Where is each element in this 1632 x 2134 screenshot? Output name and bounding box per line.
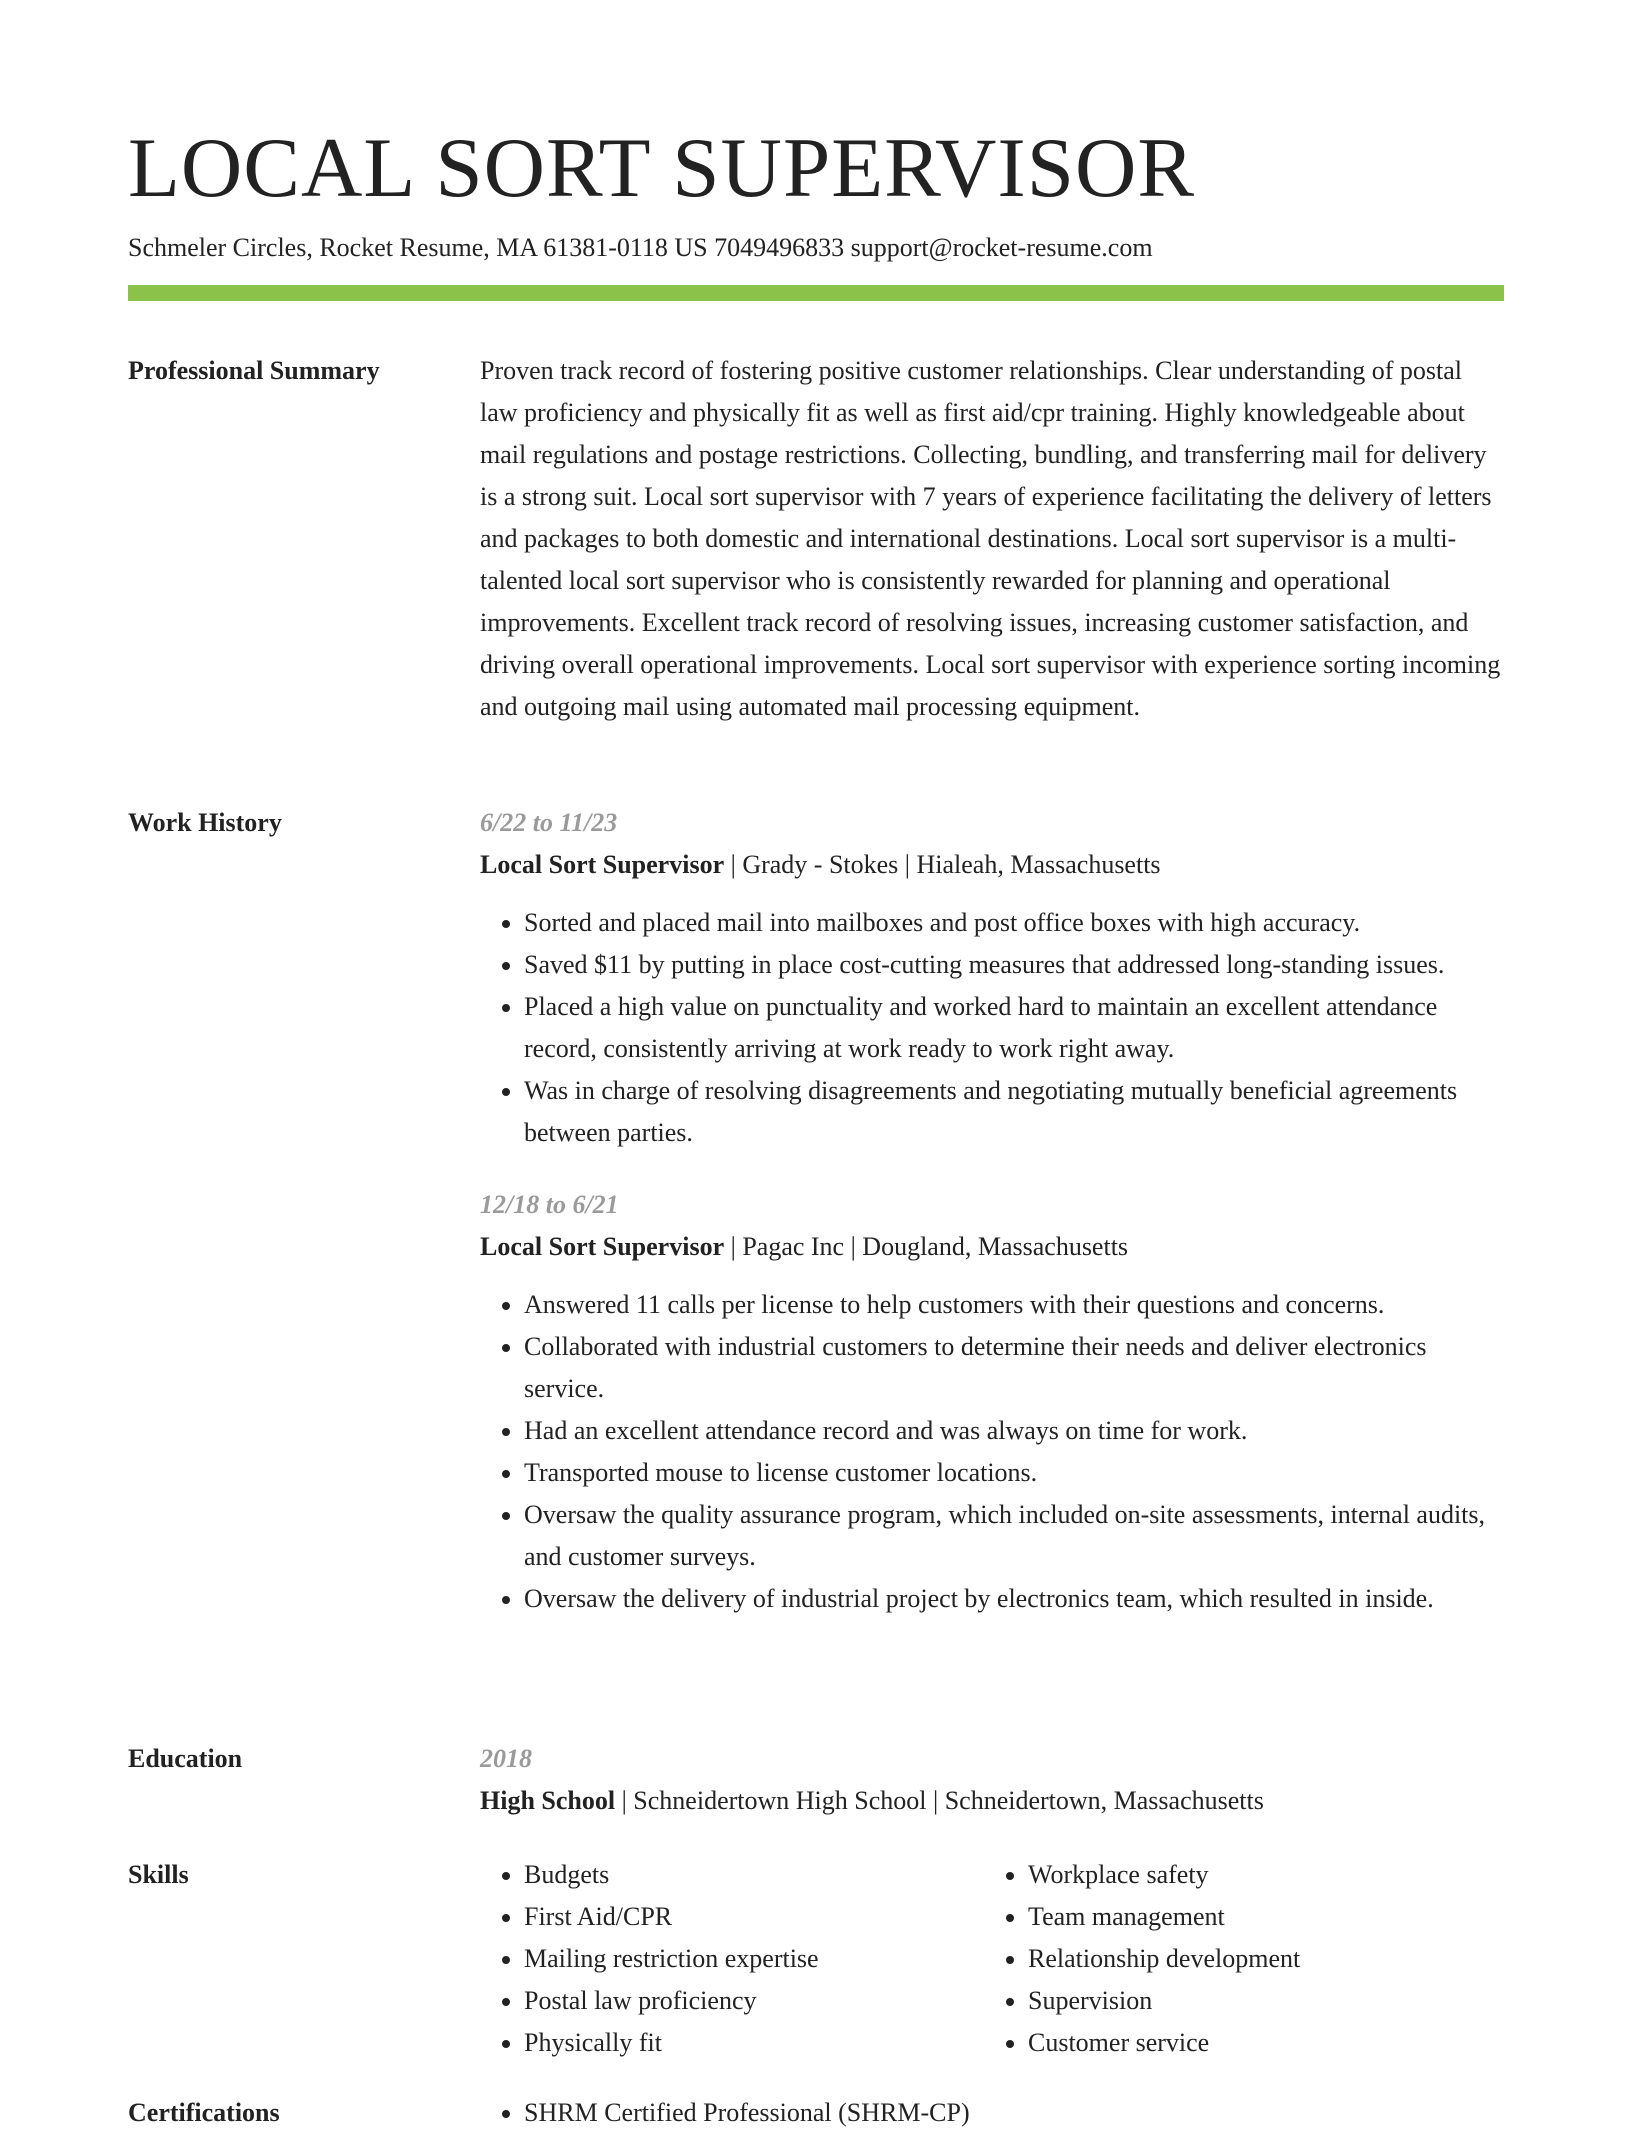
job-title: Local Sort Supervisor [480, 850, 725, 879]
job-bullet: • Saved $11 by putting in place cost-cutting measures that addressed long-standing issues. [524, 944, 1504, 986]
skill-item: • Budgets [524, 1854, 980, 1896]
skills-column-right [984, 1854, 1484, 2064]
summary-body [480, 350, 1504, 728]
job-bullet: • Was in charge of resolving disagreements and negotiating mutually beneficial agreements between parties. [524, 1070, 1504, 1154]
certifications-body [480, 2092, 1504, 2134]
summary-label: Professional Summary [128, 356, 380, 385]
job-entry [480, 1184, 1504, 1620]
job-bullets [480, 1284, 1504, 1620]
skill-item: • Team management [1028, 1896, 1484, 1938]
job-bullet: • Transported mouse to license customer locations. [524, 1452, 1504, 1494]
job-bullets [480, 902, 1504, 1154]
skills-label: Skills [128, 1860, 189, 1889]
job-date: 6/22 to 11/23 [480, 808, 618, 837]
skills-column-left [480, 1854, 980, 2064]
header-divider [128, 285, 1504, 301]
skill-item: • Relationship development [1028, 1938, 1484, 1980]
job-role-line [480, 1226, 1504, 1268]
skill-item: • Mailing restriction expertise [524, 1938, 980, 1980]
skill-item: • Customer service [1028, 2022, 1484, 2064]
skills-list-left [480, 1854, 980, 2064]
job-bullet: • Had an excellent attendance record and was always on time for work. [524, 1410, 1504, 1452]
education-date: 2018 [480, 1744, 532, 1773]
education-body [480, 1738, 1504, 1822]
skill-item: • Postal law proficiency [524, 1980, 980, 2022]
work-history-body [480, 802, 1504, 1620]
contact-line: Schmeler Circles, Rocket Resume, MA 61381-0118 US 7049496833 support@rocket-resume.com [128, 233, 1153, 262]
certifications-label: Certifications [128, 2098, 280, 2127]
skills-list-right [984, 1854, 1484, 2064]
education-label: Education [128, 1744, 243, 1773]
education-details: | Schneidertown High School | Schneidertown, Massachusetts [615, 1786, 1264, 1815]
skill-item: • Supervision [1028, 1980, 1484, 2022]
education-line [480, 1780, 1504, 1822]
job-bullet: • Sorted and placed mail into mailboxes and post office boxes with high accuracy. [524, 902, 1504, 944]
job-bullet: • Oversaw the delivery of industrial project by electronics team, which resulted in inside. [524, 1578, 1504, 1620]
job-bullet: • Collaborated with industrial customers to determine their needs and deliver electronics service. [524, 1326, 1504, 1410]
job-entry [480, 802, 1504, 1154]
job-details: | Pagac Inc | Dougland, Massachusetts [724, 1232, 1129, 1261]
skill-item: • First Aid/CPR [524, 1896, 980, 1938]
resume-title: LOCAL SORT SUPERVISOR [128, 121, 1196, 215]
summary-text: Proven track record of fostering positive customer relationships. Clear understanding of postal law proficiency and physically fit as well as first aid/cpr training. Highly knowledgeable about mail regulations and postage restrictions. Collecting, bundling, and transferring mail for delivery is a strong suit. Local sort supervisor with 7 years of experience facilitating the delivery of letters and packages to both domestic and international destinations. Local sort supervisor is a multi-talented local sort supervisor who is consistently rewarded for planning and operational improvements. Excellent track record of resolving issues, increasing customer satisfaction, and driving overall operational improvements. Local sort supervisor with experience sorting incoming and outgoing mail using automated mail processing equipment. [480, 356, 1501, 721]
job-bullet: • Placed a high value on punctuality and worked hard to maintain an excellent attendance record, consistently arriving at work ready to work right away. [524, 986, 1504, 1070]
skill-item: • Physically fit [524, 2022, 980, 2064]
work-history-label: Work History [128, 808, 282, 837]
job-bullet: • Answered 11 calls per license to help customers with their questions and concerns. [524, 1284, 1504, 1326]
job-bullet: • Oversaw the quality assurance program, which included on-site assessments, internal audits, and customer surveys. [524, 1494, 1504, 1578]
skill-item: • Workplace safety [1028, 1854, 1484, 1896]
certifications-list [480, 2092, 1504, 2134]
education-degree: High School [480, 1786, 616, 1815]
certification-item: • SHRM Certified Professional (SHRM-CP) [524, 2092, 1504, 2134]
job-details: | Grady - Stokes | Hialeah, Massachusetts [724, 850, 1161, 879]
job-role-line [480, 844, 1504, 886]
job-date: 12/18 to 6/21 [480, 1190, 619, 1219]
job-title: Local Sort Supervisor [480, 1232, 725, 1261]
